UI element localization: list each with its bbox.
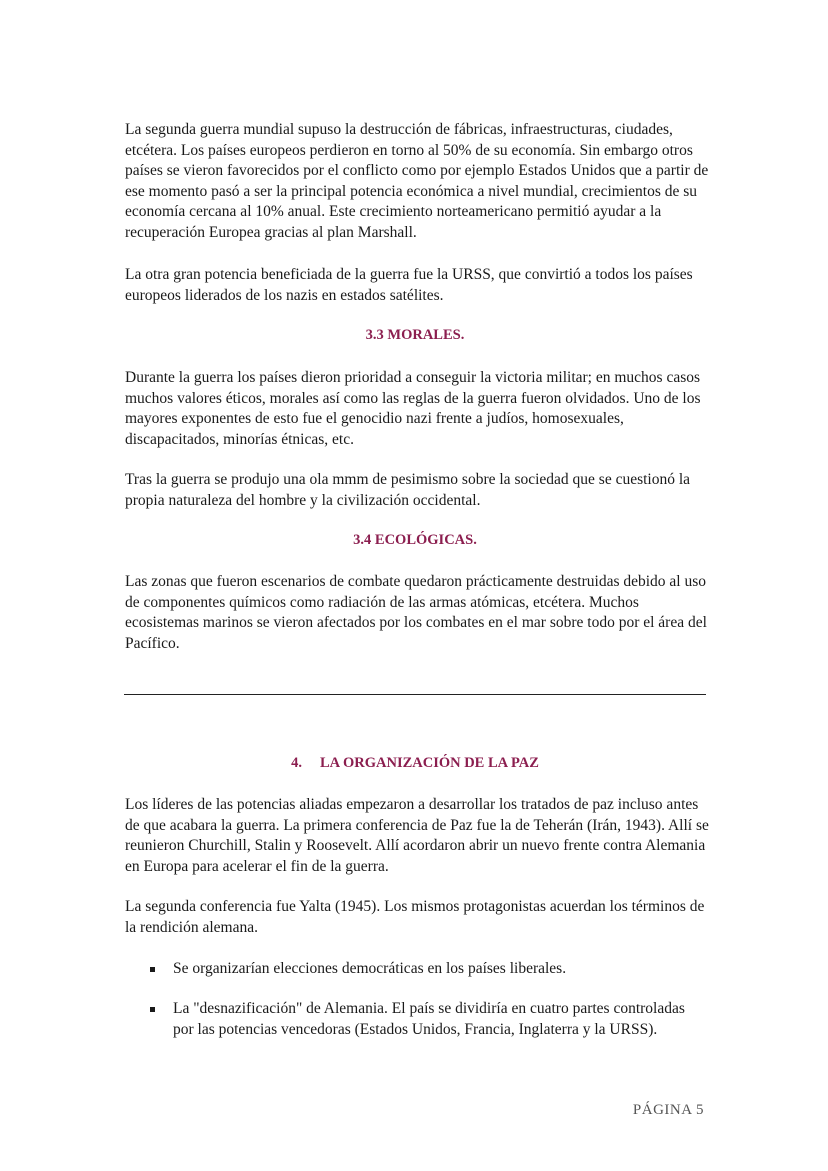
list-item-text: Se organizarían elecciones democráticas en los países liberales. — [173, 960, 567, 977]
section-title: LA ORGANIZACIÓN DE LA PAZ — [320, 755, 539, 771]
horizontal-divider — [124, 694, 706, 695]
list-item-text: La "desnazificación" de Alemania. El país se dividiría en cuatro partes controladas por las potencias vencedoras (Estados Unidos, Francia, Inglaterra y la URSS). — [173, 1000, 685, 1038]
heading-section-4 — [125, 755, 705, 772]
square-bullet-icon — [150, 1007, 155, 1012]
paragraph-yalta: La segunda conferencia fue Yalta (1945). Los mismos protagonistas acuerdan los términos de la rendición alemana. — [125, 898, 705, 936]
paragraph-urss: La otra gran potencia beneficiada de la guerra fue la URSS, que convirtió a todos los países europeos liderados de los nazis en estados satélites. — [125, 266, 693, 304]
page-number: PÁGINA 5 — [632, 1102, 704, 1118]
bullet-list — [148, 999, 708, 1040]
heading-ecologicas: 3.4 ECOLÓGICAS. — [353, 532, 477, 548]
list-item — [148, 959, 708, 980]
paragraph-morales: Durante la guerra los países dieron prioridad a conseguir la victoria militar; en muchos casos muchos valores éticos, morales así como las reglas de la guerra fueron olvidados. Uno de los mayores exponentes de esto fue el genocidio nazi frente a judíos, homosexuales, discapacitados, minorías étnicas, etc. — [125, 369, 701, 448]
paragraph-economic-effects: La segunda guerra mundial supuso la destrucción de fábricas, infraestructuras, ciudades, etcétera. Los países europeos perdieron en torno al 50% de su economía. Sin embargo otros países se vieron favorecidos por el conflicto como por ejemplo Estados Unidos que a partir de ese momento pasó a ser la principal potencia económica a nivel mundial, crecimientos de su economía cercana al 10% anual. Este crecimiento norteamericano permitió ayudar a la recuperación Europea gracias al plan Marshall. — [125, 121, 709, 241]
paragraph-ecologicas: Las zonas que fueron escenarios de combate quedaron prácticamente destruidas debido al uso de componentes químicos como radiación de las armas atómicas, etcétera. Muchos ecosistemas marinos se vieron afectados por los combates en el mar sobre todo por el área del Pacífico. — [125, 573, 707, 652]
heading-morales: 3.3 MORALES. — [365, 327, 465, 343]
square-bullet-icon — [150, 967, 155, 972]
section-number: 4. — [291, 755, 302, 771]
bullet-list — [148, 959, 708, 980]
list-item — [148, 999, 708, 1040]
paragraph-teheran: Los líderes de las potencias aliadas empezaron a desarrollar los tratados de paz incluso antes de que acabara la guerra. La primera conferencia de Paz fue la de Teherán (Irán, 1943). Allí se reunieron Churchill, Stalin y Roosevelt. Allí acordaron abrir un nuevo frente contra Alemania en Europa para acelerar el fin de la guerra. — [125, 796, 709, 875]
paragraph-pesimismo: Tras la guerra se produjo una ola mmm de pesimismo sobre la sociedad que se cuestionó la propia naturaleza del hombre y la civilización occidental. — [125, 471, 691, 509]
